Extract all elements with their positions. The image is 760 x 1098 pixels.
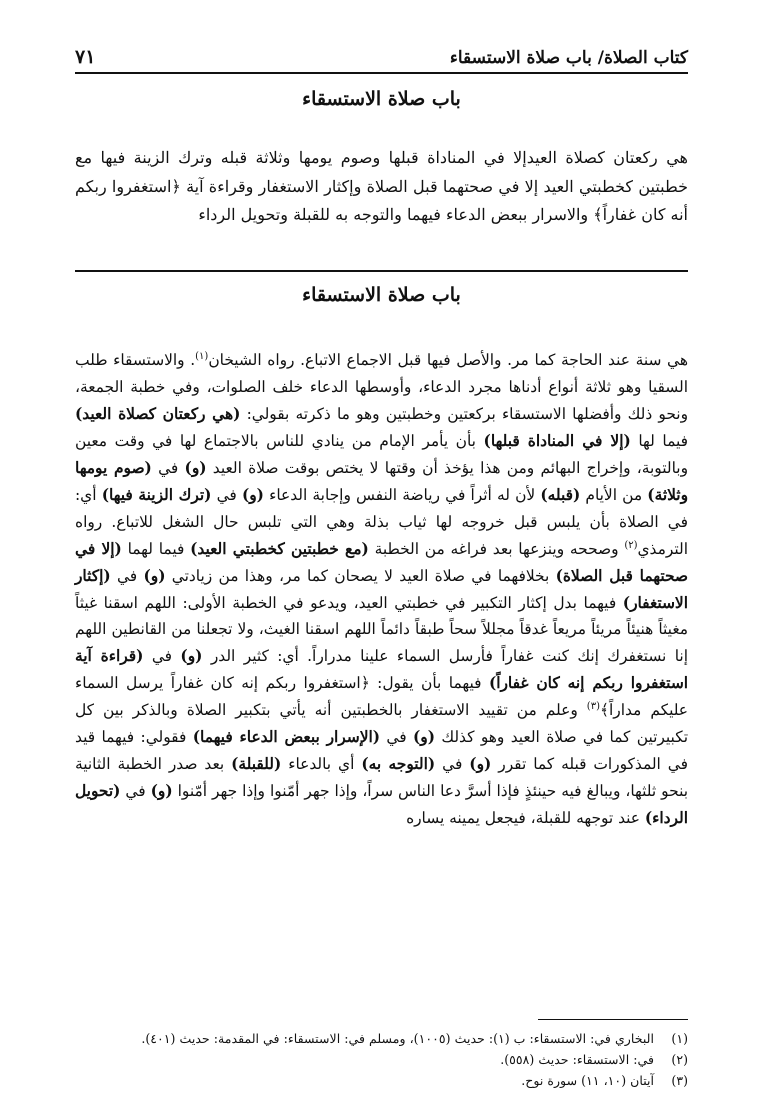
sharh-segment: أي: في الصلاة بأن يلبس قبل خروجه لها ثياب بذلة وهي التي تلبس حال الشغل للاتباع. رواه الترمذي [75,485,688,558]
sharh-title: باب صلاة الاستسقاء [302,284,461,306]
matn-quote: (إلا في صحتهما قبل الصلاة) [75,539,688,585]
section-divider [75,270,688,272]
sharh-segment: فيهما بأن يقول: ﴿استغفروا ربكم إنه كان غفاراً يرسل السماء عليكم مداراً﴾ [75,674,688,720]
matn-quote: (إلا في المناداة قبلها) [483,432,631,451]
matn-quote: (و) [412,728,435,747]
matn-quote: (و) [143,566,166,585]
sharh-segment: لأن له أثراً في رياضة النفس وإجابة الدعاء [263,485,541,504]
sharh-segment: عند توجهه للقبلة، فيجعل يمينه يساره [406,808,645,827]
sharh-segment: في [211,485,242,504]
sharh-segment: من الأيام [580,485,648,504]
page-number: ٧١ [75,46,96,68]
sharh-segment: في [380,728,413,747]
sharh-segment: فقولي: فيهما قيد في المذكورات قبله كما تقرر [75,728,688,773]
sharh-segment: فيهما بدل إكثار التكبير في خطبتي العيد، ويدعو في الخطبة الأولى: اللهم اسقنا غيثاً مغيثاً هنيئاً مريئاً مريعاً غدقاً مجللاً سحاً طبقاً دائماً اللهم اسقنا الغيث، ولا تجعلنا من القانطين اللهم إنا نستغفرك إنك كنت غفاراً فأرسل السماء علينا مدراراً. أي: كثير الدر [75,593,688,666]
sharh-segment: في [143,647,181,666]
sharh-segment: . والاستسقاء طلب السقيا وهو ثلاثة أنواع أدناها مجرد الدعاء، وأوسطها الدعاء خلف الصلوات، وفي خطبة الجمعة، ونحو ذلك وأفضلها الاستسقاء بركعتين وخطبتين وهو ما ذكرته بقولي: [75,351,689,424]
page-header [75,28,688,74]
footnote-number: (٣) [671,1073,688,1088]
matn-quote: (و) [184,459,207,478]
footnote-text: البخاري في: الاستسقاء: ب (١): حديث (١٠٠٥)، ومسلم في: الاستسقاء: في المقدمة: حديث (٤٠١). [141,1031,654,1046]
footnote-number: (١) [671,1031,688,1046]
footnote-ref: (٣) [586,701,600,713]
matn-quote: (قبله) [540,485,581,504]
matn-quote: (للقبلة) [231,754,282,773]
matn-quote: (إكثار الاستغفار) [75,566,688,612]
sharh-segment: هي سنة عند الحاجة كما مر. والأصل فيها قبل الاجماع الاتباع. رواه الشيخان [208,351,688,370]
matn-quote: (قراءة آية استغفروا ربكم إنه كان غفاراً) [75,647,688,693]
sharh-segment: في [151,459,185,478]
footnote-ref: (١) [195,351,209,363]
footnote-text: آيتان (١٠، ١١) سورة نوح. [521,1073,654,1088]
matn-quote: (الإسرار ببعض الدعاء فيهما) [192,728,381,747]
footnote-ref: (٢) [624,539,638,551]
footnote-rule [538,1019,688,1020]
sharh-segment: فيما لها [630,432,688,451]
matn-quote: (التوجه به) [361,754,436,773]
matn-quote: (صوم يومها وثلاثة) [75,459,688,504]
sharh-segment: أي بالدعاء [281,754,362,773]
sharh-segment: في [435,754,470,773]
matn-quote: (و) [241,485,264,504]
footnote-2 [75,1049,688,1070]
footnote-3 [75,1070,688,1091]
sharh-segment: في [110,566,144,585]
matn-text: هي ركعتان كصلاة العيدإلا في المناداة قبلها وصوم يومها وثلاثة قبله وترك الزينة فيها مع خطبتين كخطبتي العيد إلا في صحتهما قبل الصلاة وإكثار الاستغفار وقراءة آية ﴿استغفروا ربكم أنه كان غفاراً﴾ والاسرار ببعض الدعاء فيهما والتوجه به للقبلة وتحويل الرداء [75,148,688,224]
sharh-segment: بأن يأمر الإمام من ينادي للناس بالاجتماع لها في وقت معين وبالتوبة، وإخراج البهائم ومن هذا يؤخذ أن وقتها لا يختص بوقت صلاة العيد [75,432,689,478]
footnote-text: في: الاستسقاء: حديث (٥٥٨). [500,1052,654,1067]
matn-title: باب صلاة الاستسقاء [302,88,461,110]
sharh-segment: بخلافهما في صلاة العيد لا يصحان كما مر، وهذا من زيادتي [165,566,556,585]
matn-quote: (تحويل الرداء) [75,781,688,827]
sharh-segment: فيما لهما [121,539,191,558]
matn-quote: (هي ركعتان كصلاة العيد) [75,405,241,424]
sharh-segment: في [120,781,151,800]
footnotes [75,1028,688,1091]
sharh-segment: وصححه وينزعها بعد فراغه من الخطبة [368,539,625,558]
matn-quote: (و) [150,781,173,800]
matn-quote: (و) [469,754,492,773]
footnote-1 [75,1028,688,1049]
matn-quote: (و) [180,647,203,666]
sharh-text [75,347,688,831]
footnote-number: (٢) [671,1052,688,1067]
matn-quote: (مع خطبتين كخطبتي العيد) [190,539,369,558]
sharh-segment: وعلم من تقييد الاستغفار بالخطبتين أنه يأتي بتكبير الصلاة وبالذكر بين كل تكبيرتين كما في صلاة العيد وهو كذلك [75,701,688,747]
sharh-segment: بعد صدر الخطبة الثانية بنحو ثلثها، ويبالغ فيه حينئذٍ فإذا أسرَّ دعا الناس سراً، وإذا جهر أمّنوا وإذا جهر أمّنوا [75,754,688,800]
running-title: كتاب الصلاة/ باب صلاة الاستسقاء [449,48,688,68]
matn-quote: (ترك الزينة فيها) [101,485,212,504]
